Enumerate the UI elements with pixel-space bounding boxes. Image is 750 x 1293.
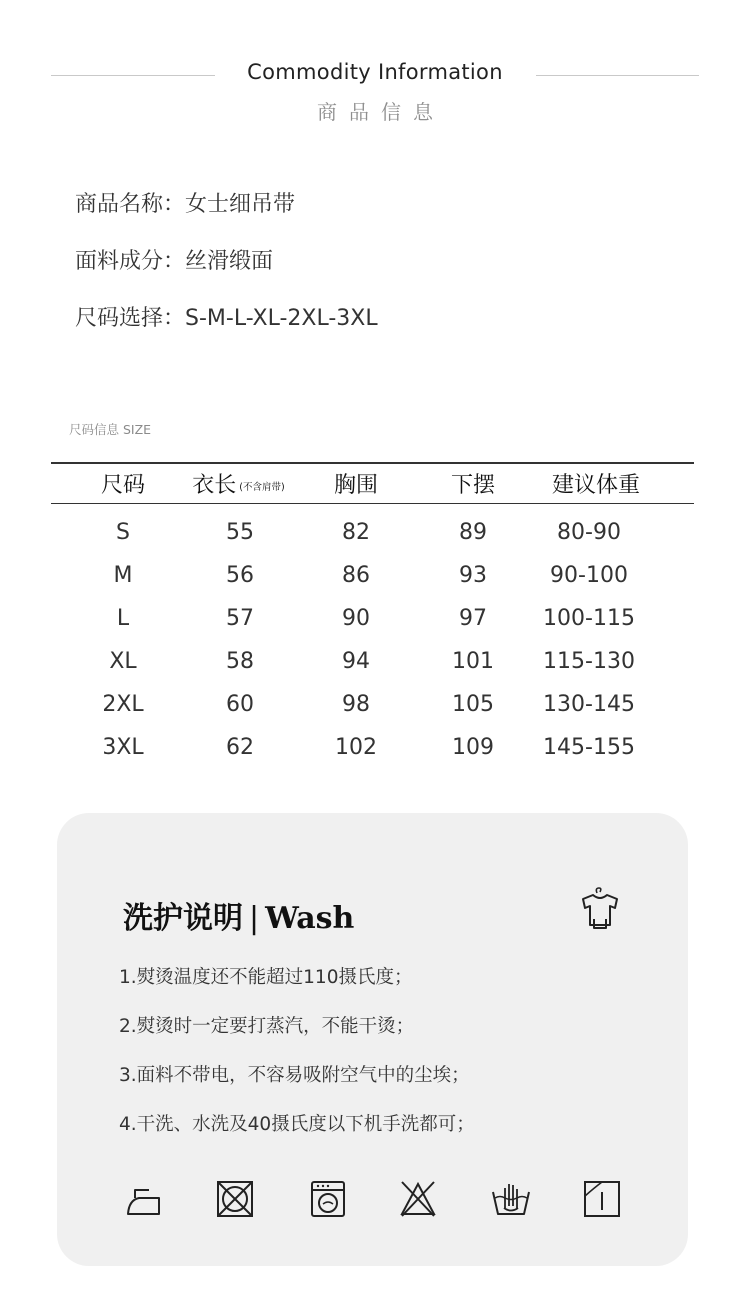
product-info (75, 186, 378, 357)
header-length (192, 468, 287, 499)
info-label: 尺码选择： (75, 306, 186, 331)
table-row (51, 520, 694, 556)
cell-length: 57 (226, 606, 254, 631)
cell-length: 55 (226, 520, 254, 545)
cell-size: 3XL (102, 735, 144, 760)
wash-title-separator: | (249, 901, 260, 936)
header-size: 尺码 (100, 472, 146, 498)
cell-bust: 82 (342, 520, 370, 545)
cell-length: 60 (226, 692, 254, 717)
wash-card (57, 813, 688, 1266)
cell-length: 56 (226, 563, 254, 588)
iron-icon (123, 1178, 163, 1222)
cell-bust: 86 (342, 563, 370, 588)
no-tumble-dry-icon (215, 1178, 255, 1224)
header-bust: 胸围 (333, 472, 379, 498)
cell-size: S (116, 520, 130, 545)
size-caption: 尺码信息 SIZE (69, 422, 152, 437)
cell-hem: 93 (459, 563, 487, 588)
line-dry-icon (582, 1178, 622, 1224)
header-weight: 建议体重 (551, 472, 641, 498)
hand-wash-icon (489, 1178, 533, 1224)
cell-hem: 105 (452, 692, 494, 717)
wash-instruction: 4.干洗、水洗及40摄氏度以下机手洗都可； (119, 1114, 475, 1135)
cell-bust: 90 (342, 606, 370, 631)
wash-instruction: 3.面料不带电，不容易吸附空气中的尘埃； (119, 1065, 470, 1086)
wash-title (123, 893, 354, 937)
cell-weight: 80-90 (557, 520, 621, 545)
table-row (51, 692, 694, 728)
size-table (51, 462, 694, 784)
care-icons (57, 1178, 688, 1228)
cell-length: 62 (226, 735, 254, 760)
cell-weight: 130-145 (543, 692, 635, 717)
product-name-row (75, 186, 378, 243)
wash-title-en: Wash (265, 901, 355, 936)
cell-bust: 98 (342, 692, 370, 717)
header-length-note: (不含肩带) (239, 481, 285, 493)
table-row (51, 563, 694, 599)
header-length-label: 衣长 (192, 472, 237, 498)
info-value: 丝滑缎面 (185, 249, 274, 274)
cell-bust: 102 (335, 735, 377, 760)
wash-instruction: 2.熨烫时一定要打蒸汽，不能干烫； (119, 1016, 415, 1037)
washing-machine-icon (308, 1178, 348, 1224)
table-row (51, 649, 694, 685)
header-hem: 下摆 (450, 472, 496, 498)
cell-size: L (116, 606, 130, 631)
cell-size: 2XL (102, 692, 144, 717)
wash-title-cn: 洗护说明 (123, 901, 243, 936)
cell-hem: 97 (459, 606, 487, 631)
cell-length: 58 (226, 649, 254, 674)
table-row (51, 606, 694, 642)
cell-weight: 90-100 (550, 563, 628, 588)
no-bleach-icon (397, 1178, 439, 1224)
cell-size: M (113, 563, 133, 588)
info-value: 女士细吊带 (185, 192, 296, 217)
cell-weight: 115-130 (543, 649, 635, 674)
cell-weight: 145-155 (543, 735, 635, 760)
cell-hem: 89 (459, 520, 487, 545)
section-subtitle: 商品信息 (317, 100, 445, 124)
cell-hem: 101 (452, 649, 494, 674)
cell-size: XL (109, 649, 137, 674)
table-body (51, 504, 694, 784)
table-header (51, 464, 694, 503)
section-title: Commodity Information (247, 60, 503, 84)
wash-instructions (119, 961, 475, 1157)
size-options-row (75, 300, 378, 357)
fabric-row (75, 243, 378, 300)
cell-weight: 100-115 (543, 606, 635, 631)
info-value: S-M-L-XL-2XL-3XL (185, 306, 378, 331)
cell-hem: 109 (452, 735, 494, 760)
table-row (51, 735, 694, 771)
wash-instruction: 1.熨烫温度还不能超过110摄氏度； (119, 967, 413, 988)
info-label: 面料成分： (75, 249, 186, 274)
info-label: 商品名称： (75, 192, 186, 217)
cell-bust: 94 (342, 649, 370, 674)
shirt-icon (577, 885, 623, 933)
